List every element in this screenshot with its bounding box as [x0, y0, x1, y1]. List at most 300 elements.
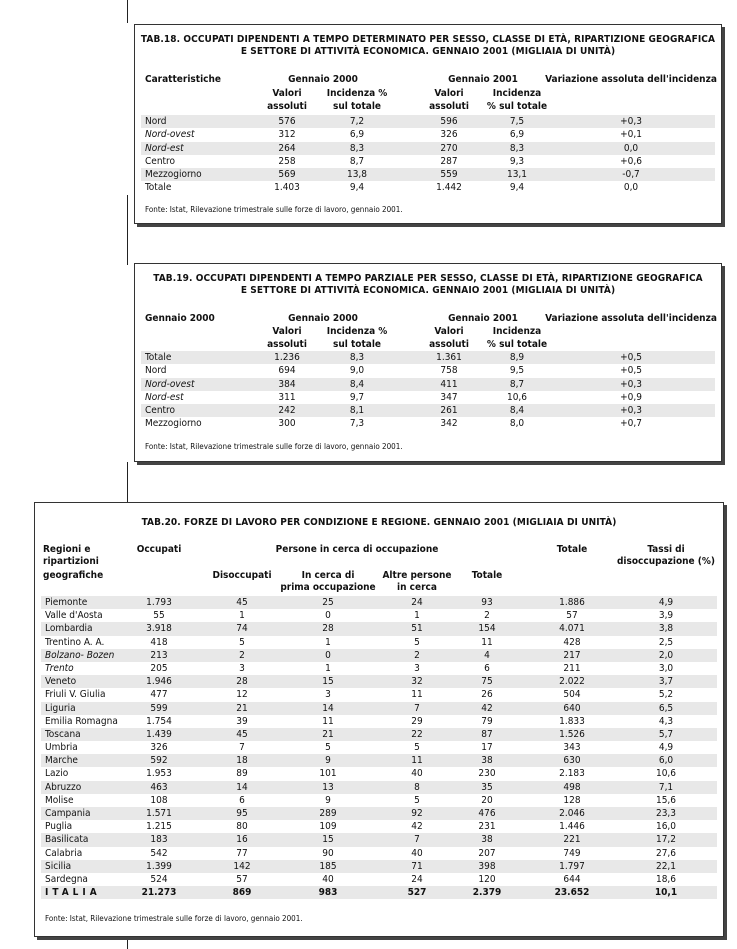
cell-v1: 242 [278, 405, 296, 417]
cell-tasso: 17,2 [655, 834, 677, 846]
cell-alt: 24 [411, 597, 423, 608]
cell-v1: 694 [278, 365, 296, 377]
table-row [41, 636, 717, 649]
cell-i1: 7,2 [349, 116, 365, 127]
table-20-title: TAB.20. FORZE DI LAVORO PER CONDIZIONE E REGIONE. GENNAIO 2001 (MIGLIAIA DI UNITÀ) [141, 517, 617, 528]
table-row [41, 873, 717, 886]
cell-tot: 120 [478, 873, 496, 885]
cell-alt: 5 [414, 636, 420, 648]
cell-v2: 261 [440, 405, 458, 417]
cell-dis: 142 [233, 860, 251, 872]
cell-i1: 13,8 [346, 169, 368, 181]
row-label: Trentino A. A. [45, 636, 105, 648]
row-label: Basilicata [45, 834, 89, 846]
cell-tot: 6 [484, 662, 490, 674]
margin-line [127, 937, 128, 949]
cell-tasso: 10,1 [654, 887, 678, 899]
table-row [41, 833, 717, 846]
cell-totale: 4.071 [559, 623, 585, 635]
header-altre-persone: Altre persone [382, 570, 452, 581]
cell-alt: 3 [414, 662, 420, 674]
row-label: Sicilia [45, 860, 72, 872]
cell-pri: 9 [325, 794, 331, 806]
cell-var: +0,3 [620, 405, 642, 417]
cell-totale: 221 [563, 834, 581, 846]
cell-totale: 644 [563, 873, 581, 885]
cell-occ: 1.439 [146, 728, 172, 740]
row-label: Nord-ovest [145, 129, 195, 141]
cell-alt: 11 [411, 689, 423, 701]
header-regioni: Regioni e [43, 544, 91, 555]
cell-occ: 183 [150, 834, 168, 846]
cell-tot: 2 [484, 610, 490, 622]
cell-tot: 87 [481, 728, 493, 740]
cell-totale: 630 [563, 755, 581, 767]
cell-i2: 6,9 [509, 129, 525, 141]
cell-pri: 25 [322, 597, 334, 608]
cell-dis: 12 [236, 689, 248, 701]
cell-dis: 45 [236, 728, 248, 740]
cell-i1: 9,4 [349, 182, 365, 194]
cell-tasso: 23,3 [655, 808, 677, 819]
cell-i1: 8,1 [349, 405, 365, 417]
header-sul-totale: % sul totale [486, 101, 548, 112]
cell-totale: 2.046 [559, 808, 585, 819]
cell-tasso: 4,9 [658, 597, 674, 608]
table-row [41, 860, 717, 873]
margin-line [127, 0, 128, 23]
table-row [141, 391, 715, 404]
table-row [141, 378, 715, 391]
cell-v1: 569 [278, 169, 296, 181]
cell-alt: 8 [414, 781, 420, 793]
cell-totale: 2.183 [559, 768, 585, 780]
cell-totale: 504 [563, 689, 581, 701]
cell-pri: 90 [322, 847, 334, 859]
cell-totale: 1.446 [559, 821, 585, 833]
header-assoluti: assoluti [267, 101, 307, 112]
cell-i2: 8,0 [509, 418, 525, 430]
cell-v2: 326 [440, 129, 458, 141]
cell-dis: 16 [236, 834, 248, 846]
row-label: Mezzogiorno [145, 418, 202, 430]
header-regioni: geografiche [43, 570, 104, 581]
cell-v1: 258 [278, 155, 296, 167]
row-label: Toscana [45, 728, 81, 740]
table-20-source: Fonte: Istat, Rilevazione trimestrale sulle forze di lavoro, gennaio 2001. [45, 914, 303, 923]
cell-tasso: 6,0 [658, 755, 674, 767]
cell-dis: 3 [239, 662, 245, 674]
cell-totale: 2.022 [559, 676, 585, 688]
cell-pri: 14 [322, 702, 334, 714]
row-label: Campania [45, 808, 91, 819]
header-caratteristiche: Caratteristiche [145, 74, 221, 85]
header-incidenza: Incidenza % [326, 326, 388, 337]
cell-alt: 22 [411, 728, 423, 740]
cell-alt: 29 [411, 715, 423, 727]
table-19-title: TAB.19. OCCUPATI DIPENDENTI A TEMPO PARZIALE PER SESSO, CLASSE DI ETÀ, RIPARTIZIONE GEOGRAFICA E SETTORE DI ATTIVITÀ ECONOMICA. GENNAIO 2001 (MIGLIAIA DI UNITÀ) [153, 273, 703, 296]
cell-dis: 2 [239, 649, 245, 661]
cell-i2: 7,5 [509, 116, 525, 127]
cell-pri: 13 [322, 781, 334, 793]
cell-dis: 5 [239, 636, 245, 648]
cell-pri: 0 [325, 649, 331, 661]
table-row [141, 364, 715, 377]
table-row [41, 715, 717, 728]
table-row [41, 847, 717, 860]
cell-occ: 477 [150, 689, 168, 701]
row-label: Piemonte [45, 597, 88, 608]
row-label: Mezzogiorno [145, 169, 202, 181]
header-first-column: Gennaio 2000 [145, 313, 215, 324]
table-row [141, 155, 715, 168]
table-row [41, 781, 717, 794]
row-label: Totale [145, 352, 172, 363]
cell-var: +0,7 [620, 418, 642, 430]
cell-occ: 524 [150, 873, 168, 885]
cell-occ: 108 [150, 794, 168, 806]
table-19-body [141, 351, 715, 431]
cell-pri: 983 [318, 887, 338, 899]
cell-occ: 1.946 [146, 676, 172, 688]
row-label: Trento [45, 662, 74, 674]
cell-occ: 55 [153, 610, 165, 622]
cell-var: +0,6 [620, 155, 642, 167]
table-row [41, 688, 717, 701]
cell-dis: 6 [239, 794, 245, 806]
cell-tot: 75 [481, 676, 493, 688]
cell-tasso: 7,1 [658, 781, 674, 793]
cell-dis: 95 [236, 808, 248, 819]
cell-occ: 1.215 [146, 821, 172, 833]
cell-pri: 0 [325, 610, 331, 622]
table-18-body [141, 115, 715, 195]
cell-totale: 1.886 [559, 597, 585, 608]
cell-v2: 596 [440, 116, 458, 127]
cell-pri: 1 [325, 636, 331, 648]
row-label: Lazio [45, 768, 69, 780]
table-row [141, 168, 715, 181]
header-occupati: Occupati [136, 544, 182, 555]
cell-tot: 17 [481, 742, 493, 754]
cell-v2: 411 [440, 378, 458, 390]
header-totale: Totale [556, 544, 588, 555]
cell-tot: 38 [481, 834, 493, 846]
cell-pri: 5 [325, 742, 331, 754]
header-tassi: disoccupazione (%) [616, 556, 716, 567]
cell-dis: 21 [236, 702, 248, 714]
table-row [141, 351, 715, 364]
table-row [41, 596, 717, 609]
cell-tasso: 3,8 [658, 623, 674, 635]
header-incidenza: Incidenza % [326, 88, 388, 99]
cell-pri: 11 [322, 715, 334, 727]
header-regioni: ripartizioni [43, 556, 99, 567]
row-label: Totale [145, 182, 172, 194]
cell-v2: 287 [440, 155, 458, 167]
cell-var: +0,3 [620, 116, 642, 127]
cell-var: +0,3 [620, 378, 642, 390]
cell-totale: 1.797 [559, 860, 585, 872]
header-valori: Valori [272, 88, 302, 99]
row-label: Veneto [45, 676, 77, 688]
header-incidenza: Incidenza [492, 88, 542, 99]
header-persone-in-cerca: Persone in cerca di occupazione [275, 544, 439, 555]
cell-occ: 418 [150, 636, 168, 648]
cell-v1: 1.403 [274, 182, 300, 194]
table-row [41, 807, 717, 820]
cell-alt: 2 [414, 649, 420, 661]
cell-tot: 35 [481, 781, 493, 793]
cell-pri: 101 [319, 768, 337, 780]
cell-pri: 1 [325, 662, 331, 674]
header-valori: Valori [272, 326, 302, 337]
cell-dis: 57 [236, 873, 248, 885]
row-label: Emilia Romagna [45, 715, 118, 727]
cell-occ: 3.918 [146, 623, 172, 635]
cell-occ: 205 [150, 662, 168, 674]
cell-tot: 207 [478, 847, 496, 859]
table-20-panel [34, 502, 724, 937]
cell-alt: 24 [411, 873, 423, 885]
header-variazione: Variazione assoluta dell'incidenza [545, 74, 717, 85]
table-row [141, 404, 715, 417]
cell-v2: 758 [440, 365, 458, 377]
header-gennaio-2001: Gennaio 2001 [448, 74, 518, 85]
cell-totale: 128 [563, 794, 581, 806]
cell-totale: 1.526 [559, 728, 585, 740]
table-row [41, 741, 717, 754]
cell-alt: 71 [411, 860, 423, 872]
cell-alt: 51 [411, 623, 423, 635]
header-assoluti: assoluti [267, 339, 307, 350]
cell-v1: 576 [278, 116, 296, 127]
row-label: Nord-est [145, 142, 184, 154]
header-valori: Valori [434, 326, 464, 337]
row-label: Valle d'Aosta [45, 610, 103, 622]
cell-alt: 32 [411, 676, 423, 688]
cell-tasso: 18,6 [655, 873, 677, 885]
cell-i2: 9,5 [509, 365, 525, 377]
cell-v1: 1.236 [274, 352, 300, 363]
row-label: Calabria [45, 847, 83, 859]
table-row [41, 702, 717, 715]
cell-dis: 74 [236, 623, 248, 635]
margin-line [127, 462, 128, 502]
header-gennaio-2000: Gennaio 2000 [288, 74, 358, 85]
cell-tasso: 2,5 [658, 636, 674, 648]
cell-occ: 326 [150, 742, 168, 754]
row-label: Centro [145, 405, 176, 417]
row-label: Nord [145, 365, 167, 377]
table-row [41, 675, 717, 688]
cell-v1: 264 [278, 142, 296, 154]
row-label: Sardegna [45, 873, 88, 885]
cell-i1: 8,7 [349, 155, 365, 167]
cell-dis: 77 [236, 847, 248, 859]
row-label: Umbria [45, 742, 78, 754]
cell-tasso: 3,7 [658, 676, 674, 688]
table-19-source: Fonte: Istat, Rilevazione trimestrale sulle forze di lavoro, gennaio 2001. [145, 442, 403, 451]
cell-occ: 599 [150, 702, 168, 714]
cell-alt: 5 [414, 794, 420, 806]
cell-pri: 21 [322, 728, 334, 740]
row-label: Abruzzo [45, 781, 82, 793]
cell-tasso: 27,6 [655, 847, 677, 859]
cell-pri: 109 [319, 821, 337, 833]
row-label: Lombardia [45, 623, 93, 635]
table-row [41, 767, 717, 780]
header-tassi: Tassi di [647, 544, 685, 555]
header-variazione: Variazione assoluta dell'incidenza [545, 313, 717, 324]
cell-tot: 79 [481, 715, 493, 727]
cell-totale: 23.652 [554, 887, 590, 899]
cell-dis: 1 [239, 610, 245, 622]
cell-i2: 10,6 [506, 391, 528, 403]
header-incidenza: Incidenza [492, 326, 542, 337]
cell-i1: 9,7 [349, 391, 365, 403]
cell-tot: 26 [481, 689, 493, 701]
cell-tot: 230 [478, 768, 496, 780]
row-label: Molise [45, 794, 74, 806]
cell-occ: 592 [150, 755, 168, 767]
table-row [41, 609, 717, 622]
cell-i2: 8,9 [509, 352, 525, 363]
cell-i2: 13,1 [506, 169, 528, 181]
margin-line [127, 195, 128, 265]
header-altre-persone: in cerca [397, 582, 437, 593]
cell-tasso: 3,0 [658, 662, 674, 674]
cell-totale: 428 [563, 636, 581, 648]
cell-dis: 45 [236, 597, 248, 608]
cell-i1: 8,4 [349, 378, 365, 390]
header-sul-totale: sul totale [332, 339, 382, 350]
cell-occ: 463 [150, 781, 168, 793]
cell-dis: 39 [236, 715, 248, 727]
table-row [41, 886, 717, 899]
table-row [141, 142, 715, 155]
cell-dis: 80 [236, 821, 248, 833]
cell-alt: 40 [411, 768, 423, 780]
row-label: Marche [45, 755, 78, 767]
cell-v1: 311 [278, 391, 296, 403]
row-label: Centro [145, 155, 176, 167]
cell-tot: 231 [478, 821, 496, 833]
cell-occ: 1.953 [146, 768, 172, 780]
cell-tot: 2.379 [472, 887, 502, 899]
cell-var: -0,7 [622, 169, 640, 181]
row-label: Nord [145, 116, 167, 127]
cell-totale: 217 [563, 649, 581, 661]
row-label: Puglia [45, 821, 73, 833]
table-20-body [41, 596, 717, 899]
header-valori: Valori [434, 88, 464, 99]
cell-occ: 213 [150, 649, 168, 661]
cell-tasso: 16,0 [655, 821, 677, 833]
cell-pri: 28 [322, 623, 334, 635]
cell-tot: 154 [478, 623, 496, 635]
cell-dis: 89 [236, 768, 248, 780]
row-label: Bolzano- Bozen [45, 649, 115, 661]
cell-v2: 342 [440, 418, 458, 430]
cell-pri: 40 [322, 873, 334, 885]
cell-tot: 11 [481, 636, 493, 648]
table-row [41, 754, 717, 767]
cell-totale: 640 [563, 702, 581, 714]
cell-occ: 1.754 [146, 715, 172, 727]
cell-tasso: 6,5 [658, 702, 674, 714]
table-row [41, 728, 717, 741]
cell-alt: 40 [411, 847, 423, 859]
cell-totale: 211 [563, 662, 581, 674]
table-row [141, 181, 715, 194]
cell-tot: 38 [481, 755, 493, 767]
cell-tot: 4 [484, 649, 490, 661]
cell-tasso: 4,3 [658, 715, 674, 727]
cell-occ: 542 [150, 847, 168, 859]
table-row [41, 820, 717, 833]
table-row [141, 417, 715, 430]
header-sul-totale: sul totale [332, 101, 382, 112]
row-label: Friuli V. Giulia [45, 689, 106, 701]
cell-v2: 1.361 [436, 352, 462, 363]
table-row [41, 794, 717, 807]
cell-var: +0,5 [620, 352, 642, 363]
cell-alt: 11 [411, 755, 423, 767]
cell-alt: 7 [414, 834, 420, 846]
cell-pri: 289 [319, 808, 337, 819]
row-label: Nord-ovest [145, 378, 195, 390]
cell-pri: 3 [325, 689, 331, 701]
header-assoluti: assoluti [429, 339, 469, 350]
cell-i2: 9,4 [509, 182, 525, 194]
cell-i1: 8,3 [349, 142, 365, 154]
cell-tot: 476 [478, 808, 496, 819]
header-gennaio-2000: Gennaio 2000 [288, 313, 358, 324]
table-row [41, 649, 717, 662]
cell-i2: 9,3 [509, 155, 525, 167]
cell-totale: 749 [563, 847, 581, 859]
row-label: ITALIA [45, 887, 101, 899]
cell-dis: 18 [236, 755, 248, 767]
row-label: Liguria [45, 702, 76, 714]
cell-pri: 9 [325, 755, 331, 767]
cell-occ: 1.399 [146, 860, 172, 872]
table-18-source: Fonte: Istat, Rilevazione trimestrale sulle forze di lavoro, gennaio 2001. [145, 205, 403, 214]
cell-dis: 28 [236, 676, 248, 688]
cell-totale: 1.833 [559, 715, 585, 727]
cell-pri: 15 [322, 676, 334, 688]
cell-i2: 8,4 [509, 405, 525, 417]
table-18-title: TAB.18. OCCUPATI DIPENDENTI A TEMPO DETERMINATO PER SESSO, CLASSE DI ETÀ, RIPARTIZIONE GEOGRAFICA E SETTORE DI ATTIVITÀ ECONOMICA. GENNAIO 2001 (MIGLIAIA DI UNITÀ) [140, 34, 716, 57]
header-gennaio-2001: Gennaio 2001 [448, 313, 518, 324]
header-sul-totale: % sul totale [486, 339, 548, 350]
header-disoccupati: Disoccupati [212, 570, 272, 581]
cell-v2: 270 [440, 142, 458, 154]
table-row [41, 622, 717, 635]
cell-alt: 92 [411, 808, 423, 819]
cell-i1: 8,3 [349, 352, 365, 363]
cell-tasso: 5,7 [658, 728, 674, 740]
cell-alt: 7 [414, 702, 420, 714]
cell-totale: 57 [566, 610, 578, 622]
cell-tasso: 10,6 [655, 768, 677, 780]
cell-v2: 559 [440, 169, 458, 181]
cell-tasso: 5,2 [658, 689, 674, 701]
cell-v1: 300 [278, 418, 296, 430]
cell-tot: 93 [481, 597, 493, 608]
cell-i1: 6,9 [349, 129, 365, 141]
